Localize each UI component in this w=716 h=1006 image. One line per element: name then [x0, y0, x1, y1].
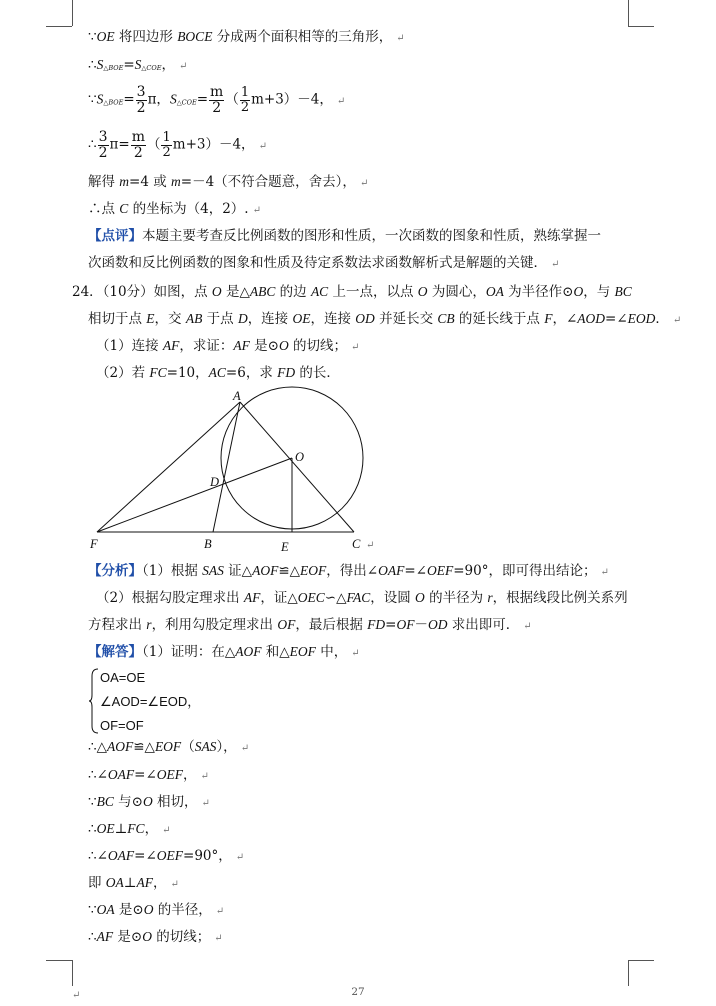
page-number: 27 — [351, 986, 365, 998]
label-e: E — [281, 540, 289, 554]
question-24-part-1: （1）连接 AF，求证：AF 是⊙O 的切线； ↵ — [96, 338, 360, 354]
label-f: F — [90, 537, 98, 551]
solution-step-8: ∴AF 是⊙O 的切线； ↵ — [88, 929, 223, 945]
analysis-line-3: 方程求出 r，利用勾股定理求出 OF，最后根据 FD=OF－OD 求出即可． ↵ — [88, 617, 532, 633]
segment-af — [97, 402, 240, 532]
solution-tag: 【解答】 — [88, 644, 142, 660]
text-line-area-split: ∵OE 将四边形 BOCE 分成两个面积相等的三角形， ↵ — [88, 29, 405, 45]
analysis-line-2: （2）根据勾股定理求出 AF，证△OEC∽△FAC，设圆 O 的半径为 r，根据线段比例关系列 — [96, 590, 628, 606]
segment-fo — [97, 458, 292, 532]
return-mark-icon: ↵ — [396, 33, 405, 44]
label-b: B — [204, 537, 212, 551]
fraction-1-2: $\frac{1}{2}$ — [240, 85, 250, 115]
text-line-point-c: ∴点 C 的坐标为（4，2）. ↵ — [88, 201, 261, 217]
comment-line-1: 【点评】本题主要考查反比例函数的图形和性质，一次函数的图象和性质，熟练掌握一 — [88, 228, 601, 244]
question-24-line-2: 相切于点 E，交 AB 于点 D，连接 OE，连接 OD 并延长交 CB 的延长线于点 F，∠AOD=∠EOD． ↵ — [88, 311, 682, 327]
solution-step-5: ∴∠OAF=∠OEF=90°， ↵ — [88, 848, 245, 864]
text-line-area-equal: ∴S△BOE=S△COE， ↵ — [88, 57, 188, 73]
solution-step-2: ∴∠OAF=∠OEF， ↵ — [88, 767, 209, 783]
bottom-return-mark: ↵ — [72, 990, 81, 1001]
solution-line-1: 【解答】（1）证明：在△AOF 和△EOF 中， ↵ — [88, 644, 360, 660]
label-a: A — [233, 389, 241, 403]
label-d: D — [210, 475, 220, 489]
brace-line-2: ∠AOD=∠EOD， — [100, 694, 201, 709]
comment-tag: 【点评】 — [88, 228, 142, 244]
question-24-part-2: （2）若 FC=10，AC=6，求 FD 的长． — [96, 365, 340, 381]
question-24-line-1: 24．（10分）如图，点 O 是△ABC 的边 AC 上一点，以点 O 为圆心，OA 为半径作⊙O，与 BC — [72, 284, 632, 300]
label-o: O — [295, 450, 305, 464]
fraction-3-2: $\frac{3}{2}$ — [136, 84, 146, 116]
label-c: C — [352, 537, 361, 551]
brace-line-1: OA=OE — [100, 670, 146, 685]
solution-step-6: 即 OA⊥AF， ↵ — [88, 875, 179, 891]
brace-icon — [88, 668, 100, 734]
comment-line-2: 次函数和反比例函数的图象和性质及待定系数法求函数解析式是解题的关键． ↵ — [88, 255, 560, 271]
figure-return-mark: ↵ — [366, 540, 375, 551]
fraction-m-2: $\frac{m}{2}$ — [210, 84, 224, 116]
analysis-tag: 【分析】 — [88, 563, 142, 579]
text-line-area-values: ∵S△BOE= $\frac{3}{2}$ π，S△COE= $\frac{m}{2}$ （ $\frac{1}{2}$ m+3）－4， ↵ — [88, 84, 346, 116]
brace-line-3: OF=OF — [100, 718, 144, 733]
segment-ac — [240, 402, 354, 532]
solution-step-1: ∴△AOF≌△EOF（SAS）， ↵ — [88, 739, 250, 755]
text-line-solve-m: 解得 m=4 或 m=－4（不符合题意，舍去）， ↵ — [88, 174, 369, 190]
text-line-equation: ∴ $\frac{3}{2}$ π= $\frac{m}{2}$ （ $\frac{1}{2}$ m+3）－4， ↵ — [88, 129, 267, 161]
analysis-line-1: 【分析】（1）根据 SAS 证△AOF≌△EOF，得出∠OAF=∠OEF=90°，即可得出结论； ↵ — [88, 563, 609, 579]
segment-ab — [213, 402, 240, 532]
solution-step-4: ∴OE⊥FC， ↵ — [88, 821, 171, 837]
brace-system — [100, 666, 200, 738]
solution-step-7: ∵OA 是⊙O 的半径， ↵ — [88, 902, 225, 918]
solution-step-3: ∵BC 与⊙O 相切， ↵ — [88, 794, 210, 810]
